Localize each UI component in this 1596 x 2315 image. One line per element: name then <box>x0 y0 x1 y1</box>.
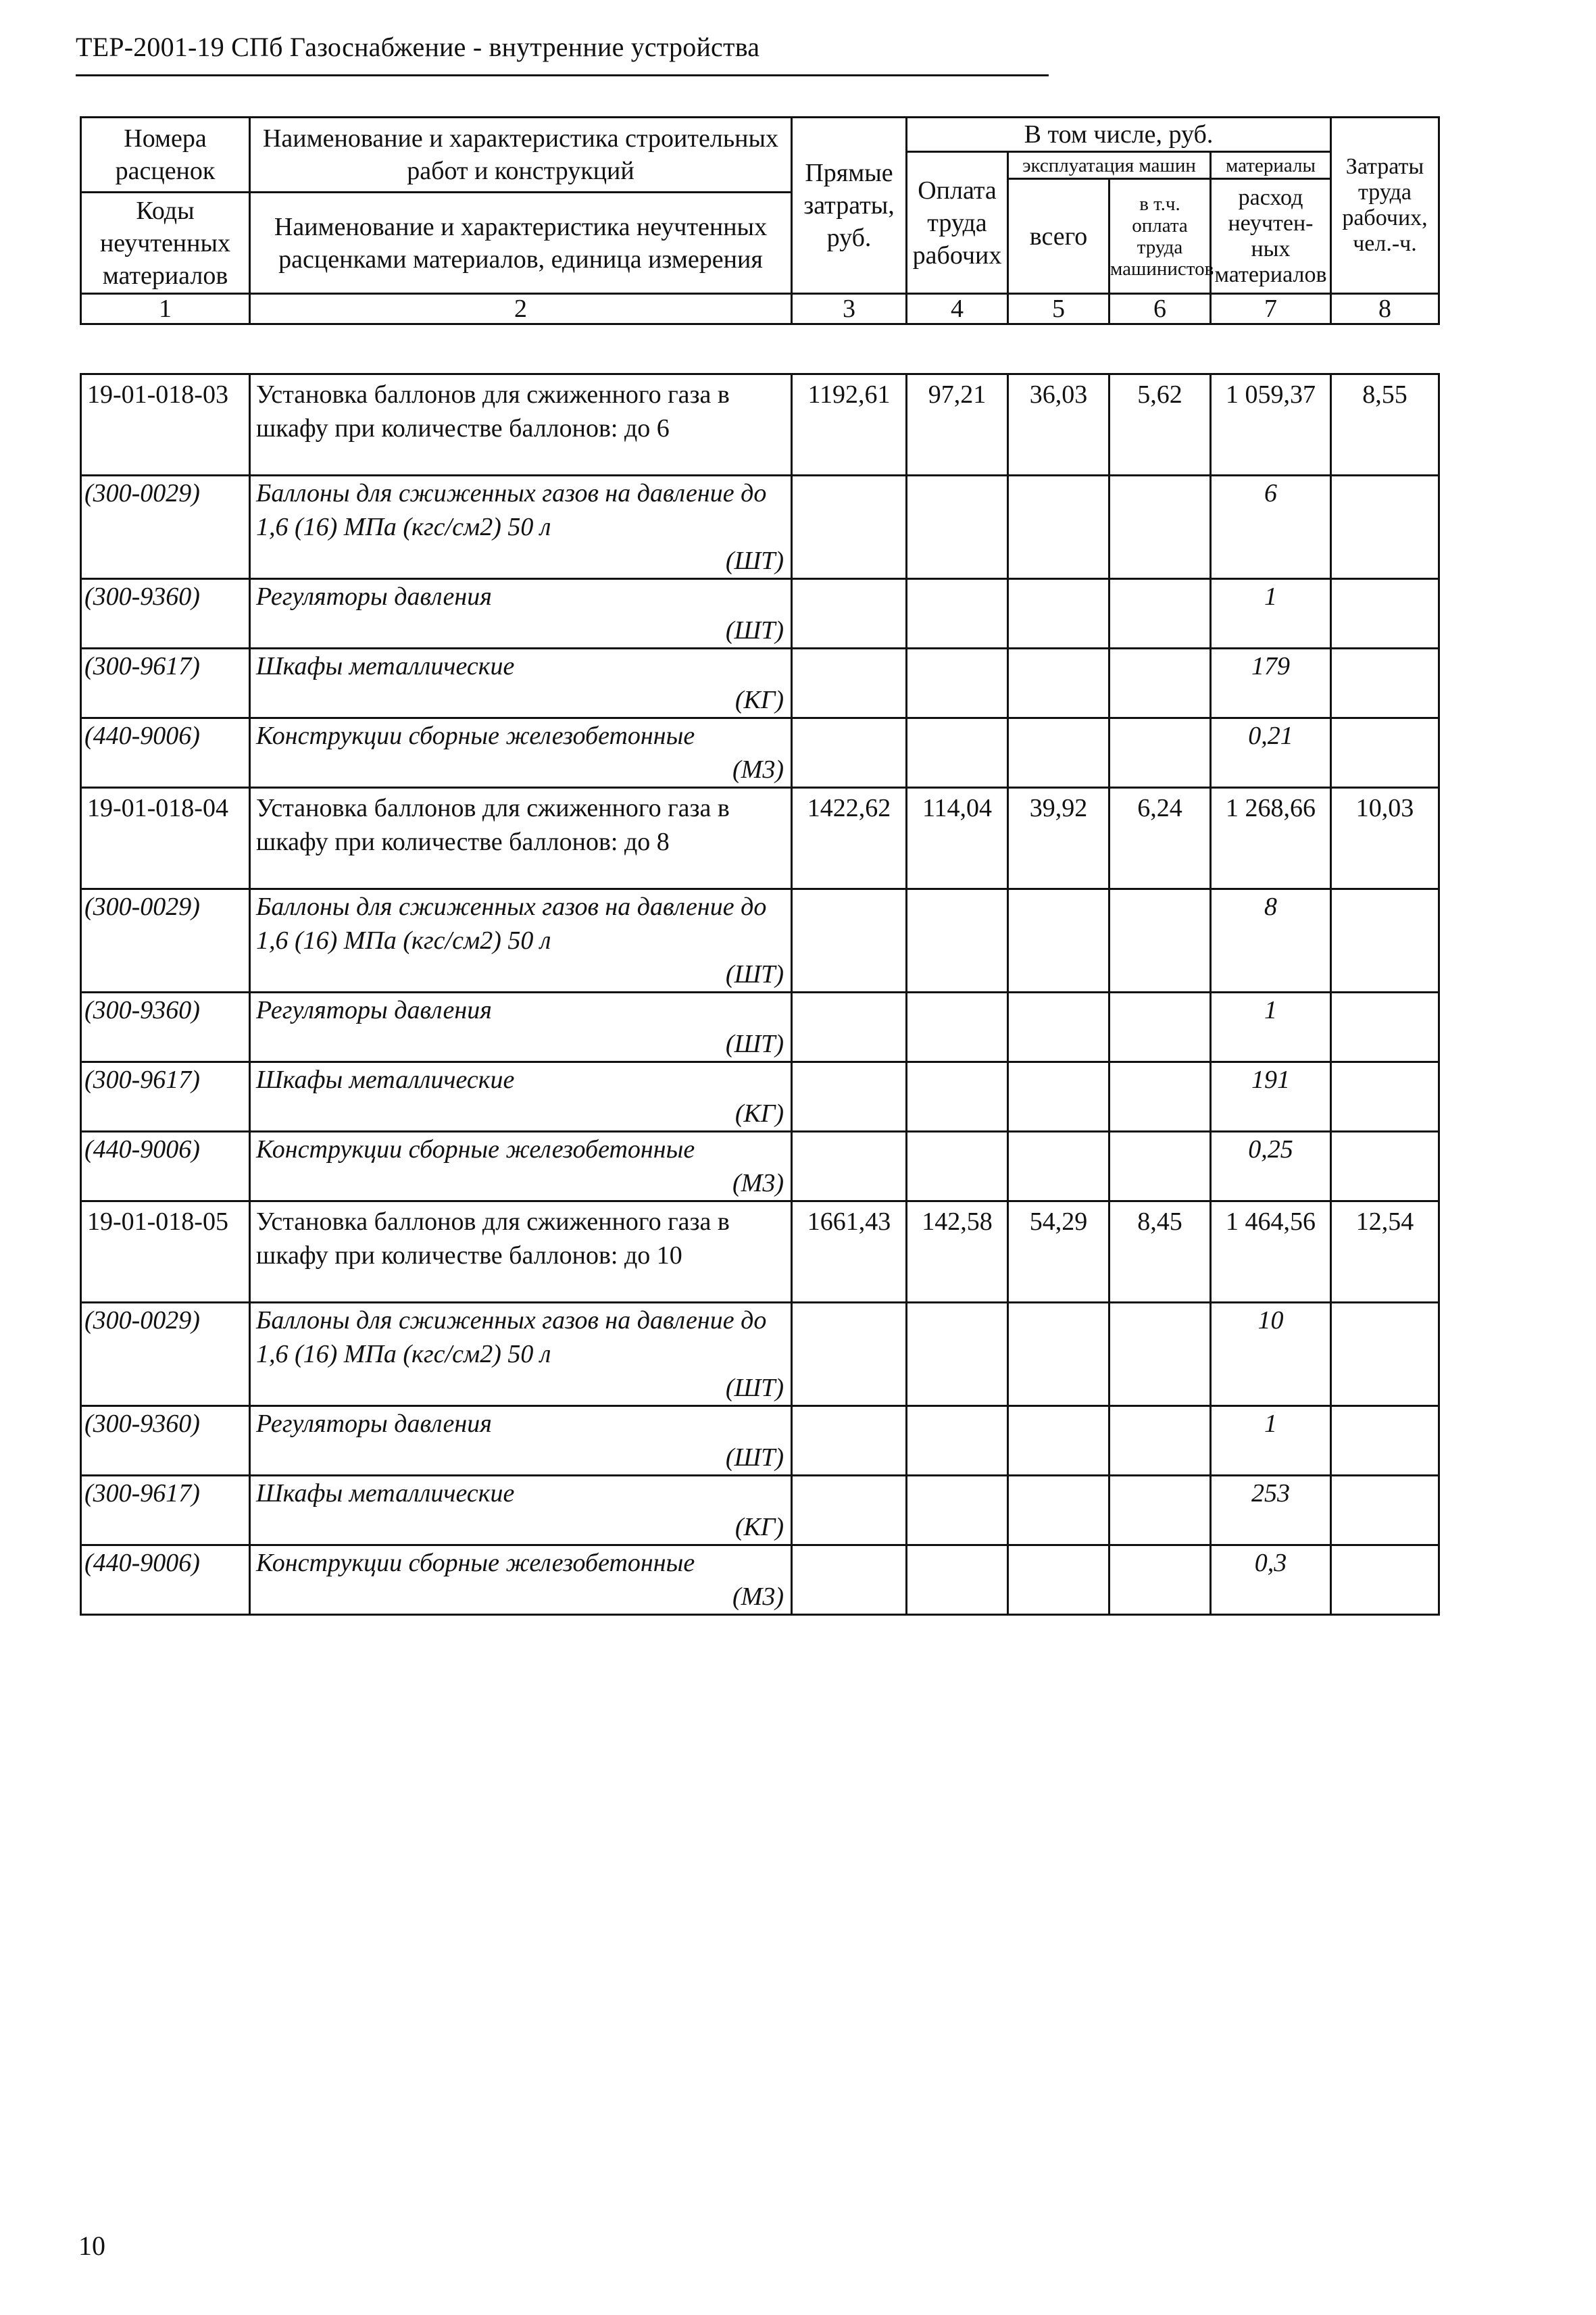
material-quantity: 253 <box>1211 1476 1331 1545</box>
material-name: Шкафы металлические <box>256 652 515 680</box>
rate-direct-costs: 1192,61 <box>792 374 907 476</box>
rate-machinists-pay: 8,45 <box>1109 1201 1211 1303</box>
material-code: (440-9006) <box>81 1545 250 1615</box>
rate-materials: 1 268,66 <box>1211 788 1331 889</box>
material-quantity: 1 <box>1211 579 1331 649</box>
material-code: (300-9617) <box>81 1062 250 1132</box>
material-unit: (ШТ) <box>725 960 784 989</box>
material-unit: (КГ) <box>734 1099 784 1128</box>
material-quantity: 1 <box>1211 1406 1331 1476</box>
col-number: 8 <box>1331 294 1439 324</box>
material-name: Регуляторы давления <box>256 996 492 1024</box>
material-desc <box>250 476 792 579</box>
header-material-name: Наименование и характеристика неучтенных расценками материалов, единица измерения <box>250 193 792 294</box>
header-machinists-pay: в т.ч. оплата труда машинистов <box>1109 179 1211 294</box>
header-materials-usage: расход неучтен-ных материалов <box>1211 179 1331 294</box>
rates-table <box>80 373 1440 1616</box>
title-rule <box>76 74 1049 76</box>
material-code: (300-9617) <box>81 1476 250 1545</box>
rate-machinists-pay: 6,24 <box>1109 788 1211 889</box>
rate-machinists-pay: 5,62 <box>1109 374 1211 476</box>
material-quantity: 6 <box>1211 476 1331 579</box>
rate-labor-pay: 142,58 <box>907 1201 1008 1303</box>
rate-materials: 1 059,37 <box>1211 374 1331 476</box>
material-row <box>81 1062 1439 1132</box>
material-code: (300-9617) <box>81 649 250 718</box>
material-unit: (ШТ) <box>725 616 784 645</box>
rate-row <box>81 788 1439 889</box>
material-name: Регуляторы давления <box>256 1410 492 1438</box>
col-number: 4 <box>907 294 1008 324</box>
rate-labor-pay: 97,21 <box>907 374 1008 476</box>
material-name: Шкафы металлические <box>256 1479 515 1508</box>
material-desc <box>250 993 792 1062</box>
material-name: Конструкции сборные железобетонные <box>256 1135 695 1164</box>
material-desc <box>250 1062 792 1132</box>
rate-labor-hours: 8,55 <box>1331 374 1439 476</box>
material-row <box>81 476 1439 579</box>
material-code: (300-9360) <box>81 993 250 1062</box>
material-quantity: 0,21 <box>1211 718 1331 788</box>
header-direct-costs: Прямые затраты, руб. <box>792 118 907 294</box>
rate-name: Установка баллонов для сжиженного газа в шкафу при количестве баллонов: до 10 <box>250 1201 792 1303</box>
material-unit: (ШТ) <box>725 1443 784 1472</box>
material-code: (300-0029) <box>81 889 250 993</box>
table-header <box>80 116 1440 325</box>
material-unit: (ШТ) <box>725 547 784 575</box>
col-number: 1 <box>81 294 250 324</box>
material-quantity: 8 <box>1211 889 1331 993</box>
material-desc <box>250 889 792 993</box>
header-materials: материалы <box>1211 152 1331 179</box>
material-desc <box>250 579 792 649</box>
material-row <box>81 889 1439 993</box>
material-name: Баллоны для сжиженных газов на давление до 1,6 (16) МПа (кгс/см2) 50 л <box>256 893 767 955</box>
header-group-including: В том числе, руб. <box>907 118 1331 152</box>
header-material-codes: Коды неучтенных материалов <box>81 193 250 294</box>
material-name: Шкафы металлические <box>256 1066 515 1094</box>
material-desc <box>250 1406 792 1476</box>
material-desc <box>250 718 792 788</box>
header-labor-pay: Оплата труда рабочих <box>907 152 1008 294</box>
material-quantity: 191 <box>1211 1062 1331 1132</box>
material-row <box>81 1132 1439 1201</box>
rate-code: 19-01-018-03 <box>81 374 250 476</box>
rate-machines-total: 36,03 <box>1008 374 1109 476</box>
material-quantity: 10 <box>1211 1303 1331 1406</box>
material-quantity: 179 <box>1211 649 1331 718</box>
material-quantity: 0,3 <box>1211 1545 1331 1615</box>
material-name: Баллоны для сжиженных газов на давление до 1,6 (16) МПа (кгс/см2) 50 л <box>256 479 767 541</box>
col-number: 6 <box>1109 294 1211 324</box>
material-row <box>81 649 1439 718</box>
rate-labor-hours: 10,03 <box>1331 788 1439 889</box>
rate-row <box>81 1201 1439 1303</box>
material-code: (440-9006) <box>81 1132 250 1201</box>
material-row <box>81 1476 1439 1545</box>
material-desc <box>250 1132 792 1201</box>
material-unit: (М3) <box>732 1169 784 1197</box>
material-name: Регуляторы давления <box>256 582 492 611</box>
header-machines-total: всего <box>1008 179 1109 294</box>
rate-code: 19-01-018-04 <box>81 788 250 889</box>
header-labor-hours: Затраты труда рабочих, чел.-ч. <box>1331 118 1439 294</box>
material-name: Баллоны для сжиженных газов на давление до 1,6 (16) МПа (кгс/см2) 50 л <box>256 1306 767 1368</box>
material-code: (300-0029) <box>81 476 250 579</box>
rate-code: 19-01-018-05 <box>81 1201 250 1303</box>
rate-name: Установка баллонов для сжиженного газа в шкафу при количестве баллонов: до 6 <box>250 374 792 476</box>
material-unit: (КГ) <box>734 686 784 714</box>
material-desc <box>250 1545 792 1615</box>
material-unit: (М3) <box>732 1583 784 1611</box>
material-code: (300-9360) <box>81 1406 250 1476</box>
material-row <box>81 579 1439 649</box>
col-number: 5 <box>1008 294 1109 324</box>
rate-materials: 1 464,56 <box>1211 1201 1331 1303</box>
rate-direct-costs: 1661,43 <box>792 1201 907 1303</box>
material-row <box>81 993 1439 1062</box>
material-quantity: 0,25 <box>1211 1132 1331 1201</box>
rate-name: Установка баллонов для сжиженного газа в шкафу при количестве баллонов: до 8 <box>250 788 792 889</box>
running-title: ТЕР-2001-19 СПб Газоснабжение - внутренние устройства <box>76 32 760 62</box>
material-row <box>81 1406 1439 1476</box>
material-unit: (ШТ) <box>725 1030 784 1058</box>
material-row <box>81 1545 1439 1615</box>
rate-row <box>81 374 1439 476</box>
col-number: 7 <box>1211 294 1331 324</box>
material-row <box>81 718 1439 788</box>
rate-machines-total: 39,92 <box>1008 788 1109 889</box>
material-name: Конструкции сборные железобетонные <box>256 722 695 750</box>
rate-labor-pay: 114,04 <box>907 788 1008 889</box>
rate-machines-total: 54,29 <box>1008 1201 1109 1303</box>
material-unit: (М3) <box>732 755 784 784</box>
material-desc <box>250 649 792 718</box>
material-name: Конструкции сборные железобетонные <box>256 1549 695 1577</box>
material-quantity: 1 <box>1211 993 1331 1062</box>
material-desc <box>250 1303 792 1406</box>
col-number: 3 <box>792 294 907 324</box>
material-unit: (КГ) <box>734 1513 784 1541</box>
material-code: (300-9360) <box>81 579 250 649</box>
rate-direct-costs: 1422,62 <box>792 788 907 889</box>
material-code: (440-9006) <box>81 718 250 788</box>
material-code: (300-0029) <box>81 1303 250 1406</box>
rate-labor-hours: 12,54 <box>1331 1201 1439 1303</box>
page-number: 10 <box>78 2231 105 2261</box>
col-number: 2 <box>250 294 792 324</box>
header-work-name: Наименование и характеристика строительных работ и конструкций <box>250 118 792 193</box>
material-row <box>81 1303 1439 1406</box>
header-rate-numbers: Номера расценок <box>81 118 250 193</box>
material-unit: (ШТ) <box>725 1374 784 1402</box>
material-desc <box>250 1476 792 1545</box>
header-machines: эксплуатация машин <box>1008 152 1211 179</box>
